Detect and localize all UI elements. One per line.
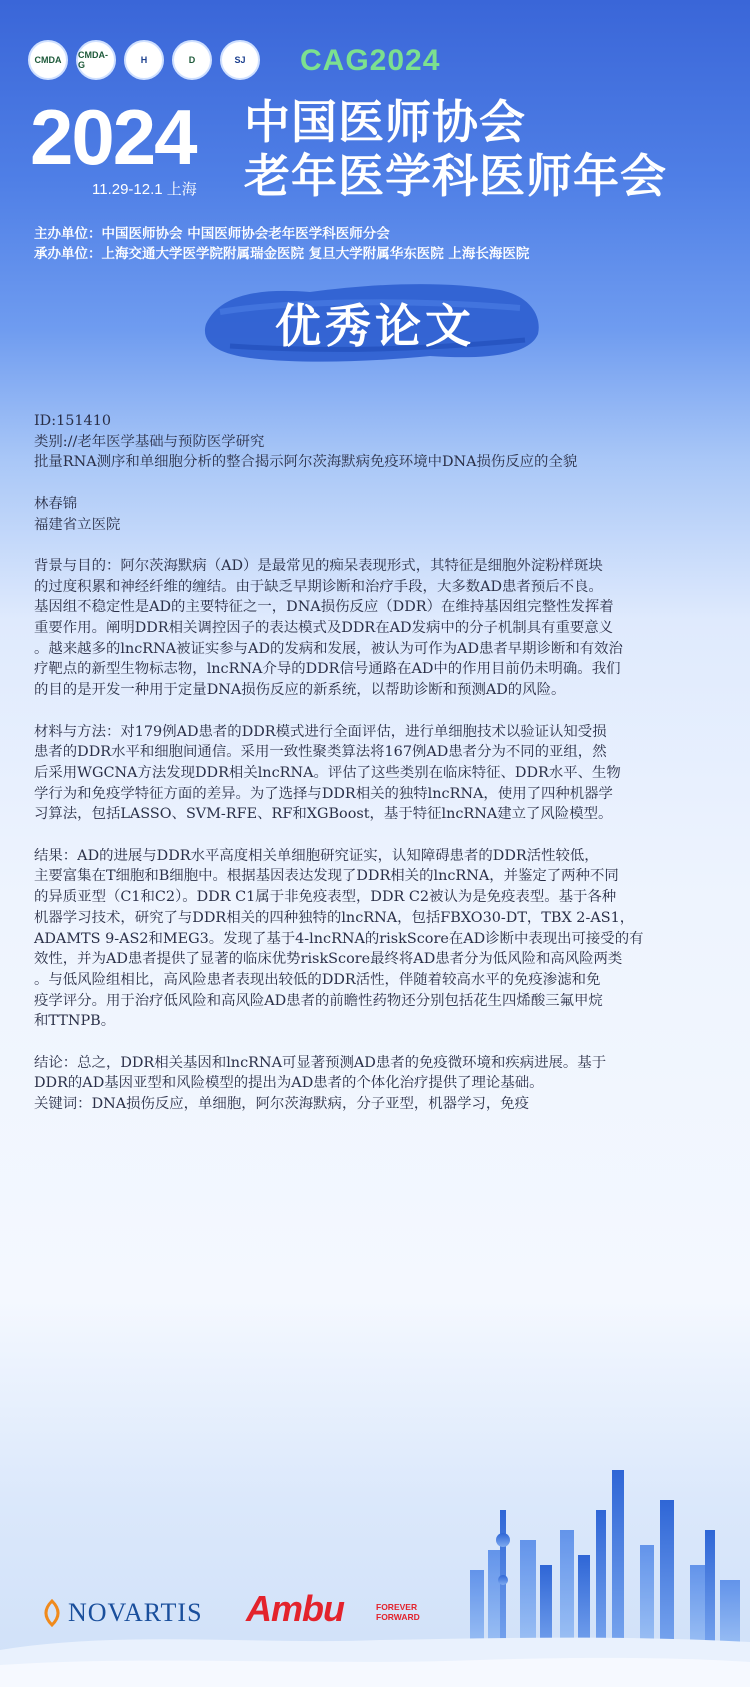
- paper-affiliation: 福建省立医院: [34, 516, 121, 533]
- text-line: DDR的AD基因亚型和风险模型的提出为AD患者的个体化治疗提供了理论基础。: [34, 1075, 544, 1092]
- text-line: 的异质亚型（C1和C2）。DDR C1属于非免疫表型，DDR C2被认为是免疫表型。基于各种: [34, 889, 617, 906]
- text-line: 患者的DDR水平和细胞间通信。采用一致性聚类算法将167例AD患者分为不同的亚组，然: [34, 744, 607, 761]
- novartis-wordmark: NOVARTIS: [68, 1598, 203, 1627]
- geriatric-branch-logo: CMDA-G: [76, 40, 116, 80]
- methods-section: [34, 722, 724, 826]
- hospital-logo-3: SJ: [220, 40, 260, 80]
- event-dates: 11.29-12.1 上海: [92, 181, 197, 198]
- text-line: 。越来越多的lncRNA被证实参与AD的发病和发展，被认为可作为AD患者早期诊断和有效治: [34, 640, 623, 657]
- paper-title: 批量RNA测序和单细胞分析的整合揭示阿尔茨海默病免疫环境中DNA损伤反应的全貌: [34, 454, 578, 471]
- organizer-logos: [28, 40, 260, 80]
- ambu-wordmark: Ambu: [246, 1588, 344, 1629]
- hospital-logo-2: D: [172, 40, 212, 80]
- text-line: 背景与目的：阿尔茨海默病（AD）是最常见的痴呆表现形式，其特征是细胞外淀粉样斑块: [34, 557, 603, 574]
- text-line: 效性，并为AD患者提供了显著的临床优势riskScore最终将AD患者分为低风险和高风险两类: [34, 951, 623, 968]
- background-section: [34, 556, 724, 701]
- award-title: 优秀论文: [275, 299, 475, 353]
- text-line: 习算法，包括LASSO、SVM-RFE、RF和XGBoost，基于特征lncRNA建立了风险模型。: [34, 806, 613, 823]
- text-line: 和TTNPB。: [34, 1013, 116, 1030]
- text-line: 学行为和免疫学特征方面的差异。为了选择与DDR相关的独特lncRNA，使用了四种机器学: [34, 785, 613, 802]
- hospital-logo-1: H: [124, 40, 164, 80]
- text-line: 疫学评分。用于治疗低风险和高风险AD患者的前瞻性药物还分别包括花生四烯酸三氟甲烷: [34, 992, 603, 1009]
- ambu-tagline: [376, 1602, 420, 1622]
- cag-logo: CAG2024: [300, 44, 441, 77]
- novartis-flame-icon: [40, 1599, 64, 1627]
- text-line: ADAMTS 9-AS2和MEG3。发现了基于4-lncRNA的riskScore在AD诊断中表现出可接受的有: [34, 930, 644, 947]
- organizer-line: 主办单位：中国医师协会 中国医师协会老年医学科医师分会: [34, 226, 390, 242]
- text-line: 结果：AD的进展与DDR水平高度相关单细胞研究证实，认知障碍患者的DDR活性较低，: [34, 847, 599, 864]
- results-section: [34, 846, 724, 1032]
- conclusion-section: [34, 1053, 724, 1094]
- text-line: 后采用WGCNA方法发现DDR相关lncRNA。评估了这些类别在临床特征、DDR水平、生物: [34, 764, 621, 781]
- novartis-sponsor-logo: [40, 1598, 203, 1628]
- text-line: 材料与方法：对179例AD患者的DDR模式进行全面评估，进行单细胞技术以验证认知受损: [34, 723, 607, 740]
- text-line: 重要作用。阐明DDR相关调控因子的表达模式及DDR在AD发病中的分子机制具有重要意义: [34, 620, 614, 636]
- co-organizer-line: 承办单位：上海交通大学医学院附属瑞金医院 复旦大学附属华东医院 上海长海医院: [34, 246, 530, 262]
- conference-title-line1: 中国医师协会: [244, 95, 526, 149]
- text-line: 结论：总之，DDR相关基因和lncRNA可显著预测AD患者的免疫微环境和疾病进展。基于: [34, 1054, 607, 1071]
- conference-title-line2: 老年医学科医师年会: [244, 149, 667, 203]
- text-line: 。与低风险组相比，高风险患者表现出较低的DDR活性，伴随着较高水平的免疫渗滤和免: [34, 971, 601, 988]
- paper-category: 类别://老年医学基础与预防医学研究: [34, 433, 265, 450]
- paper-author: 林春锦: [34, 495, 78, 512]
- paper-id: ID:151410: [34, 413, 112, 429]
- cmda-logo: CMDA: [28, 40, 68, 80]
- text-line: 主要富集在T细胞和B细胞中。根据基因表达发现了DDR相关的lncRNA，并鉴定了两种不同: [34, 868, 619, 885]
- city-skyline-illustration: [0, 1470, 750, 1687]
- paper-content: [34, 411, 724, 1115]
- ambu-tagline-line1: FOREVER: [376, 1602, 418, 1612]
- keywords: 关键词：DNA损伤反应，单细胞，阿尔茨海默病，分子亚型，机器学习，免疫: [34, 1096, 530, 1113]
- text-line: 的目的是开发一种用于定量DNA损伤反应的新系统，以帮助诊断和预测AD的风险。: [34, 682, 566, 699]
- text-line: 的过度积累和神经纤维的缠结。由于缺乏早期诊断和治疗手段，大多数AD患者预后不良。: [34, 578, 603, 595]
- text-line: 基因组不稳定性是AD的主要特征之一，DNA损伤反应（DDR）在维持基因组完整性发挥着: [34, 599, 614, 616]
- year-title: 2024: [30, 93, 196, 181]
- ambu-tagline-line2: FORWARD: [376, 1612, 420, 1622]
- text-line: 机器学习技术，研究了与DDR相关的四种独特的lncRNA，包括FBXO30-DT，TBX 2-AS1，: [34, 909, 635, 926]
- text-line: 疗靶点的新型生物标志物，lncRNA介导的DDR信号通路在AD中的作用目前仍未明确。我们: [34, 661, 621, 678]
